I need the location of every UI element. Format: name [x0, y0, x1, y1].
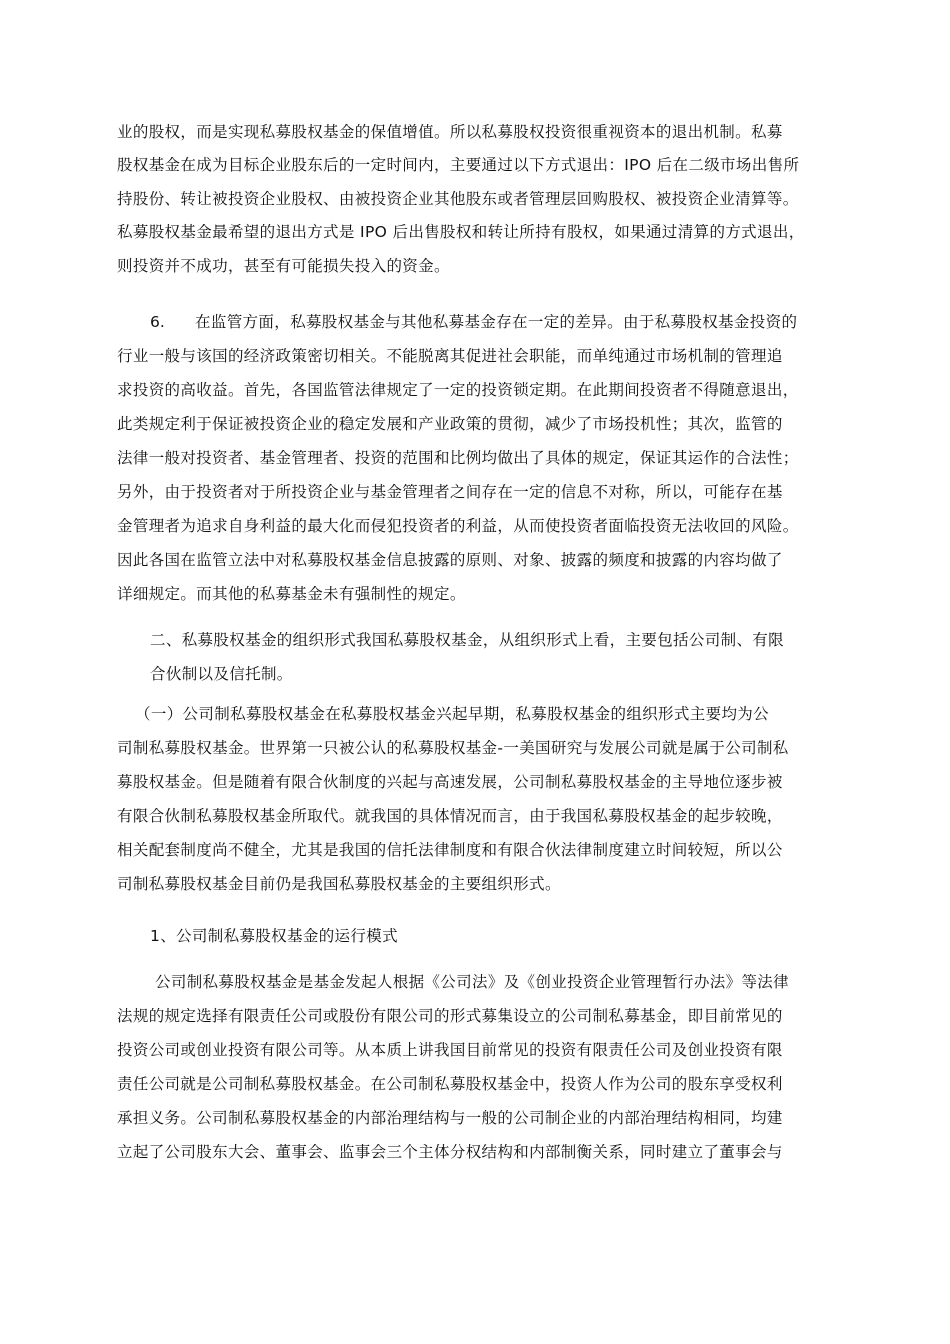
p-company-line-2: 法规的规定选择有限责任公司或股份有限公司的形式募集设立的公司制私募基金，即目前常见的	[117, 1007, 783, 1025]
section2-line-1: 二、私募股权基金的组织形式我国私募股权基金，从组织形式上看，主要包括公司制、有限	[150, 631, 785, 649]
p6-line-2: 行业一般与该国的经济政策密切相关。不能脱离其促进社会职能，而单纯通过市场机制的管理追	[117, 347, 783, 365]
sub1-line-5: 相关配套制度尚不健全，尤其是我国的信托法律制度和有限合伙法律制度建立时间较短，所以公	[117, 841, 783, 859]
heading-company-operation: 1、公司制私募股权基金的运行模式	[150, 927, 398, 945]
sub1-line-1: （一）公司制私募股权基金在私募股权基金兴起早期，私募股权基金的组织形式主要均为公	[135, 705, 770, 723]
p1-line-1: 业的股权，而是实现私募股权基金的保值增值。所以私募股权投资很重视资本的退出机制。私募	[117, 123, 783, 141]
p-company-line-1: 公司制私募股权基金是基金发起人根据《公司法》及《创业投资企业管理暂行办法》等法律	[155, 973, 790, 991]
sub1-line-4: 有限合伙制私募股权基金所取代。就我国的具体情况而言，由于我国私募股权基金的起步较晚，	[117, 807, 783, 825]
p6-line-3: 求投资的高收益。首先，各国监管法律规定了一定的投资锁定期。在此期间投资者不得随意退出，	[117, 381, 799, 399]
p6-line-4: 此类规定利于保证被投资企业的稳定发展和产业政策的贯彻，减少了市场投机性；其次，监管的	[117, 415, 783, 433]
p6-line-7: 金管理者为追求自身利益的最大化而侵犯投资者的利益，从而使投资者面临投资无法收回的风险。	[117, 517, 799, 535]
p1-line-2: 股权基金在成为目标企业股东后的一定时间内，主要通过以下方式退出：IPO 后在二级市场出售所	[117, 156, 800, 174]
p6-line-9: 详细规定。而其他的私募基金未有强制性的规定。	[117, 585, 466, 603]
sub1-line-3: 募股权基金。但是随着有限合伙制度的兴起与高速发展，公司制私募股权基金的主导地位逐步被	[117, 773, 783, 791]
p1-line-4: 私募股权基金最希望的退出方式是 IPO 后出售股权和转让所持有股权，如果通过清算的方式退出，	[117, 223, 805, 241]
p6-line-1: 在监管方面，私募股权基金与其他私募基金存在一定的差异。由于私募股权基金投资的	[195, 313, 798, 331]
p-company-line-3: 投资公司或创业投资有限公司等。从本质上讲我国目前常见的投资有限责任公司及创业投资有限	[117, 1041, 783, 1059]
p1-line-3: 持股份、转让被投资企业股权、由被投资企业其他股东或者管理层回购股权、被投资企业清算等。	[117, 190, 799, 208]
section2-line-2: 合伙制以及信托制。	[150, 665, 293, 683]
p-company-line-5: 承担义务。公司制私募股权基金的内部治理结构与一般的公司制企业的内部治理结构相同，均建	[117, 1109, 783, 1127]
p1-line-5: 则投资并不成功，甚至有可能损失投入的资金。	[117, 257, 450, 275]
sub1-line-2: 司制私募股权基金。世界第一只被公认的私募股权基金-一美国研究与发展公司就是属于公司制私	[117, 739, 789, 757]
p-company-line-6: 立起了公司股东大会、董事会、监事会三个主体分权结构和内部制衡关系，同时建立了董事会与	[117, 1143, 783, 1161]
p6-line-5: 法律一般对投资者、基金管理者、投资的范围和比例均做出了具体的规定，保证其运作的合法性；	[117, 449, 799, 467]
p6-line-8: 因此各国在监管立法中对私募股权基金信息披露的原则、对象、披露的频度和披露的内容均做了	[117, 551, 783, 569]
sub1-line-6: 司制私募股权基金目前仍是我国私募股权基金的主要组织形式。	[117, 875, 561, 893]
p6-line-6: 另外，由于投资者对于所投资企业与基金管理者之间存在一定的信息不对称，所以，可能存在基	[117, 483, 783, 501]
p-company-line-4: 责任公司就是公司制私募股权基金。在公司制私募股权基金中，投资人作为公司的股东享受权利	[117, 1075, 783, 1093]
p6-number: 6.	[150, 313, 165, 331]
